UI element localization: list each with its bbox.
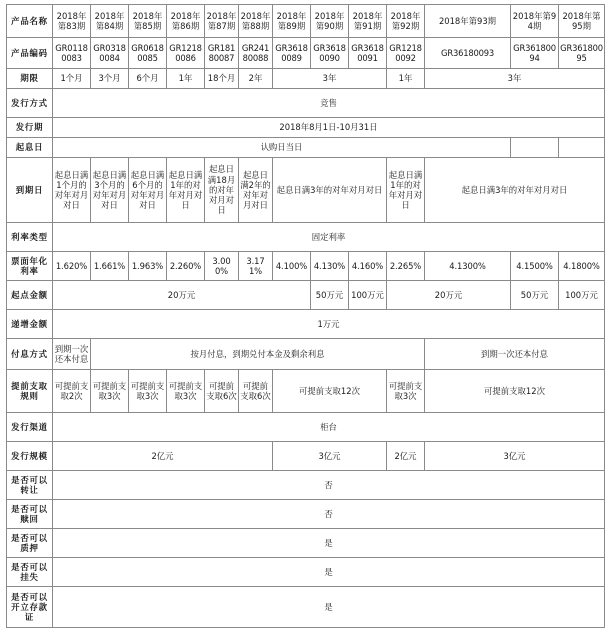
cell-deposit-certificate-value: 是: [53, 587, 605, 628]
cell-interest-payment-1: 到期一次还本付息: [53, 339, 91, 370]
cell-value-date-blank-1: [511, 138, 559, 158]
cell-issue-scale-3: 2亿元: [387, 442, 425, 471]
table-row-deposit-certificate: [7, 587, 605, 628]
cell-term-8: 1年: [387, 69, 425, 89]
cell-product-code-1: GR01180083: [53, 38, 91, 69]
cell-term-5: 18个月: [205, 69, 239, 89]
table-row-issue-method: [7, 89, 605, 118]
cell-term-6: 2年: [239, 69, 273, 89]
cell-early-withdrawal-1: 可提前支取2次: [53, 370, 91, 413]
cell-product-name-13: 2018年第95期: [559, 5, 605, 38]
cell-min-amount-1: 20万元: [53, 281, 311, 310]
cell-issue-period-value: 2018年8月1日-10月31日: [53, 118, 605, 138]
cell-product-code-5: GR18180087: [205, 38, 239, 69]
cell-issue-scale-4: 3亿元: [425, 442, 605, 471]
table-row-redeemable: [7, 500, 605, 529]
cell-early-withdrawal-3: 可提前支取3次: [129, 370, 167, 413]
cell-rate-10: 2.265%: [387, 252, 425, 281]
cell-pledgeable-value: 是: [53, 529, 605, 558]
cell-rate-11: 4.1300%: [425, 252, 511, 281]
cell-interest-payment-2: 按月付息，到期兑付本金及剩余利息: [91, 339, 425, 370]
cell-product-name-3: 2018年第85期: [129, 5, 167, 38]
cell-rate-8: 4.130%: [311, 252, 349, 281]
cell-product-name-4: 2018年第86期: [167, 5, 205, 38]
rowheader-pledgeable: 是否可以质押: [7, 529, 53, 558]
cell-product-code-7: GR36180089: [273, 38, 311, 69]
cell-rate-7: 4.100%: [273, 252, 311, 281]
rowheader-maturity-date: 到期日: [7, 158, 53, 223]
cell-issue-method-value: 竞售: [53, 89, 605, 118]
cell-transferable-value: 否: [53, 471, 605, 500]
rowheader-issue-method: 发行方式: [7, 89, 53, 118]
cell-product-name-1: 2018年第83期: [53, 5, 91, 38]
cell-product-code-9: GR36180091: [349, 38, 387, 69]
rowheader-deposit-certificate: 是否可以开立存款证: [7, 587, 53, 628]
cell-product-code-2: GR03180084: [91, 38, 129, 69]
table-row-product-code: [7, 38, 605, 69]
rowheader-issue-channel: 发行渠道: [7, 413, 53, 442]
cell-early-withdrawal-2: 可提前支取3次: [91, 370, 129, 413]
cell-redeemable-value: 否: [53, 500, 605, 529]
rowheader-issue-scale: 发行规模: [7, 442, 53, 471]
cell-rate-12: 4.1500%: [511, 252, 559, 281]
table-row-increment-amount: [7, 310, 605, 339]
cell-rate-5: 3.000%: [205, 252, 239, 281]
rowheader-increment-amount: 递增金额: [7, 310, 53, 339]
rowheader-product-code: 产品编码: [7, 38, 53, 69]
cell-product-name-2: 2018年第84期: [91, 5, 129, 38]
deposit-product-table: [6, 4, 605, 628]
table-row-pledgeable: [7, 529, 605, 558]
cell-rate-9: 4.160%: [349, 252, 387, 281]
cell-maturity-6: 起息日满2年的对年对月对日: [239, 158, 273, 223]
cell-issue-channel-value: 柜台: [53, 413, 605, 442]
cell-product-code-4: GR12180086: [167, 38, 205, 69]
cell-early-withdrawal-8: 可提前支取3次: [387, 370, 425, 413]
table-row-term: [7, 69, 605, 89]
cell-maturity-3: 起息日满6个月的对年对月对日: [129, 158, 167, 223]
cell-maturity-2: 起息日满3个月的对年对月对日: [91, 158, 129, 223]
table-row-issue-period: [7, 118, 605, 138]
cell-rate-3: 1.963%: [129, 252, 167, 281]
cell-maturity-5: 起息日满18月的对年对月对日: [205, 158, 239, 223]
cell-value-date-blank-2: [559, 138, 605, 158]
table-row-report-loss: [7, 558, 605, 587]
cell-early-withdrawal-5: 可提前支取6次: [205, 370, 239, 413]
table-row-interest-payment: [7, 339, 605, 370]
rowheader-interest-payment: 付息方式: [7, 339, 53, 370]
cell-term-7: 3年: [273, 69, 387, 89]
rowheader-value-date: 起息日: [7, 138, 53, 158]
cell-min-amount-2: 50万元: [311, 281, 349, 310]
rowheader-product-name: 产品名称: [7, 5, 53, 38]
table-row-transferable: [7, 471, 605, 500]
cell-early-withdrawal-7: 可提前支取12次: [273, 370, 387, 413]
cell-issue-scale-2: 3亿元: [273, 442, 387, 471]
cell-term-2: 3个月: [91, 69, 129, 89]
table-row-early-withdrawal: [7, 370, 605, 413]
rowheader-early-withdrawal: 提前支取规则: [7, 370, 53, 413]
cell-term-3: 6个月: [129, 69, 167, 89]
table-body: [7, 5, 605, 628]
table-row-min-amount: [7, 281, 605, 310]
cell-early-withdrawal-4: 可提前支取3次: [167, 370, 205, 413]
rowheader-transferable: 是否可以转让: [7, 471, 53, 500]
cell-early-withdrawal-9: 可提前支取12次: [425, 370, 605, 413]
cell-product-name-9: 2018年第91期: [349, 5, 387, 38]
rowheader-coupon-rate: 票面年化利率: [7, 252, 53, 281]
rowheader-redeemable: 是否可以赎回: [7, 500, 53, 529]
table-row-rate-type: [7, 223, 605, 252]
cell-maturity-8: 起息日满1年的对年对月对日: [387, 158, 425, 223]
table-row-product-name: [7, 5, 605, 38]
rowheader-min-amount: 起点金额: [7, 281, 53, 310]
cell-product-name-12: 2018年第94期: [511, 5, 559, 38]
rowheader-term: 期限: [7, 69, 53, 89]
cell-term-9: 3年: [425, 69, 605, 89]
rowheader-issue-period: 发行期: [7, 118, 53, 138]
rowheader-rate-type: 利率类型: [7, 223, 53, 252]
cell-rate-type-value: 固定利率: [53, 223, 605, 252]
table-row-value-date: [7, 138, 605, 158]
cell-increment-amount-value: 1万元: [53, 310, 605, 339]
cell-product-name-6: 2018年第88期: [239, 5, 273, 38]
cell-min-amount-6: 100万元: [559, 281, 605, 310]
cell-rate-13: 4.1800%: [559, 252, 605, 281]
cell-early-withdrawal-6: 可提前支取6次: [239, 370, 273, 413]
table-row-issue-scale: [7, 442, 605, 471]
cell-maturity-7: 起息日满3年的对年对月对日: [273, 158, 387, 223]
cell-product-code-3: GR06180085: [129, 38, 167, 69]
cell-maturity-1: 起息日满1个月的对年对月对日: [53, 158, 91, 223]
cell-product-code-13: GR36180095: [559, 38, 605, 69]
table-row-issue-channel: [7, 413, 605, 442]
cell-rate-4: 2.260%: [167, 252, 205, 281]
cell-product-code-11: GR36180093: [425, 38, 511, 69]
cell-product-name-10: 2018年第92期: [387, 5, 425, 38]
cell-product-code-12: GR36180094: [511, 38, 559, 69]
cell-rate-1: 1.620%: [53, 252, 91, 281]
cell-interest-payment-3: 到期一次还本付息: [425, 339, 605, 370]
table-row-maturity-date: [7, 158, 605, 223]
cell-product-code-8: GR36180090: [311, 38, 349, 69]
cell-product-code-6: GR24180088: [239, 38, 273, 69]
cell-rate-6: 3.171%: [239, 252, 273, 281]
cell-min-amount-3: 100万元: [349, 281, 387, 310]
cell-report-loss-value: 是: [53, 558, 605, 587]
cell-product-name-5: 2018年第87期: [205, 5, 239, 38]
cell-product-name-7: 2018年第89期: [273, 5, 311, 38]
cell-product-code-10: GR12180092: [387, 38, 425, 69]
cell-min-amount-4: 20万元: [387, 281, 511, 310]
cell-product-name-11: 2018年第93期: [425, 5, 511, 38]
cell-issue-scale-1: 2亿元: [53, 442, 273, 471]
cell-rate-2: 1.661%: [91, 252, 129, 281]
cell-value-date-value: 认购日当日: [53, 138, 511, 158]
cell-term-1: 1个月: [53, 69, 91, 89]
cell-product-name-8: 2018年第90期: [311, 5, 349, 38]
table-row-coupon-rate: [7, 252, 605, 281]
cell-min-amount-5: 50万元: [511, 281, 559, 310]
rowheader-report-loss: 是否可以挂失: [7, 558, 53, 587]
cell-term-4: 1年: [167, 69, 205, 89]
cell-maturity-9: 起息日满3年的对年对月对日: [425, 158, 605, 223]
cell-maturity-4: 起息日满1年的对年对月对日: [167, 158, 205, 223]
